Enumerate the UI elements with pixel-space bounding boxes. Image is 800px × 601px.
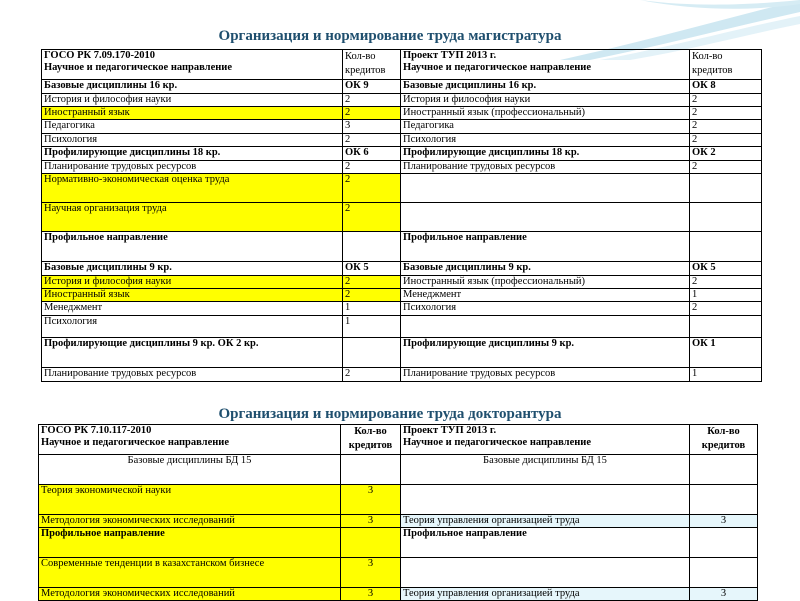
row-left-title: История и философия науки xyxy=(42,94,343,107)
header-right xyxy=(401,50,690,80)
row-right-credits: ОК 8 xyxy=(690,80,762,94)
page-title-masters: Организация и нормирование труда магистратура xyxy=(218,28,562,44)
row-left-credits: ОК 6 xyxy=(343,147,401,161)
row-right-title: История и философия науки xyxy=(401,94,690,107)
row-left-credits xyxy=(341,455,401,485)
row-left-credits: ОК 5 xyxy=(343,262,401,276)
row-left-credits: 2 xyxy=(343,161,401,174)
row-right-credits xyxy=(690,528,758,558)
table-row xyxy=(42,80,762,94)
left-standard-code: ГОСО РК 7.09.170-2010 xyxy=(44,50,155,61)
row-right-title xyxy=(401,316,690,338)
row-right-title: Менеджмент xyxy=(401,289,690,302)
row-right-credits: 2 xyxy=(690,276,762,289)
table-row xyxy=(39,455,758,485)
row-right-title: Педагогика xyxy=(401,120,690,134)
row-left-title: Психология xyxy=(42,316,343,338)
header-left xyxy=(39,425,341,455)
row-right-credits xyxy=(690,455,758,485)
row-right-title: Теория управления организацией труда xyxy=(401,515,690,528)
row-left-title: Базовые дисциплины 9 кр. xyxy=(42,262,343,276)
table-row xyxy=(39,485,758,515)
row-left-title: Нормативно-экономическая оценка труда xyxy=(42,174,343,203)
row-left-title: Менеджмент xyxy=(42,302,343,316)
row-left-title: Профильное направление xyxy=(42,232,343,262)
row-right-credits: 2 xyxy=(690,161,762,174)
table-row xyxy=(42,316,762,338)
row-left-credits xyxy=(341,528,401,558)
row-right-title xyxy=(401,558,690,588)
left-credits-header: Кол-во кредитов xyxy=(343,50,401,80)
row-right-title xyxy=(401,485,690,515)
row-left-credits: 1 xyxy=(343,316,401,338)
row-right-credits: ОК 1 xyxy=(690,338,762,368)
left-standard-code: ГОСО РК 7.10.117-2010 xyxy=(41,425,152,436)
table-row xyxy=(39,588,758,601)
row-left-title: Методология экономических исследований xyxy=(39,588,341,601)
row-right-credits: ОК 2 xyxy=(690,147,762,161)
right-standard-code: Проект ТУП 2013 г. xyxy=(403,50,497,61)
masters-comparison-table xyxy=(41,49,762,382)
row-right-credits xyxy=(690,558,758,588)
row-right-title: Планирование трудовых ресурсов xyxy=(401,368,690,382)
table-row xyxy=(42,232,762,262)
table-row xyxy=(42,368,762,382)
row-right-credits xyxy=(690,232,762,262)
table-row xyxy=(39,558,758,588)
row-left-credits: 2 xyxy=(343,134,401,147)
table-row xyxy=(39,528,758,558)
row-left-title: Педагогика xyxy=(42,120,343,134)
row-right-credits: 2 xyxy=(690,120,762,134)
row-left-title: Иностранный язык xyxy=(42,289,343,302)
row-left-title: Профилирующие дисциплины 9 кр. ОК 2 кр. xyxy=(42,338,343,368)
table-row xyxy=(42,107,762,120)
row-right-credits: 3 xyxy=(690,588,758,601)
table-row xyxy=(42,203,762,232)
row-right-title: Базовые дисциплины 9 кр. xyxy=(401,262,690,276)
table-row xyxy=(42,276,762,289)
row-right-title xyxy=(401,174,690,203)
row-left-title: Профильное направление xyxy=(39,528,341,558)
table-row xyxy=(42,134,762,147)
right-credits-header: Кол-во кредитов xyxy=(690,425,758,455)
row-right-credits xyxy=(690,485,758,515)
row-right-title: Профилирующие дисциплины 9 кр. xyxy=(401,338,690,368)
table-row xyxy=(42,147,762,161)
header-left xyxy=(42,50,343,80)
row-left-title: Психология xyxy=(42,134,343,147)
row-left-credits: 2 xyxy=(343,289,401,302)
row-left-credits: 3 xyxy=(341,485,401,515)
row-right-title: Иностранный язык (профессиональный) xyxy=(401,276,690,289)
table-row xyxy=(42,262,762,276)
row-left-credits: 3 xyxy=(341,558,401,588)
row-right-title: Профилирующие дисциплины 18 кр. xyxy=(401,147,690,161)
row-right-credits: 2 xyxy=(690,94,762,107)
row-left-title: Профилирующие дисциплины 18 кр. xyxy=(42,147,343,161)
row-left-credits: 3 xyxy=(343,120,401,134)
right-credits-header: Кол-во кредитов xyxy=(690,50,762,80)
left-direction: Научное и педагогическое направление xyxy=(44,62,232,73)
row-right-title: Иностранный язык (профессиональный) xyxy=(401,107,690,120)
row-left-title: История и философия науки xyxy=(42,276,343,289)
row-left-credits: 2 xyxy=(343,203,401,232)
row-left-credits: 2 xyxy=(343,107,401,120)
row-right-credits: 1 xyxy=(690,289,762,302)
row-right-credits xyxy=(690,174,762,203)
header-right xyxy=(401,425,690,455)
row-right-credits: 2 xyxy=(690,134,762,147)
row-right-credits: 2 xyxy=(690,302,762,316)
table-row xyxy=(42,302,762,316)
right-direction: Научное и педагогическое направление xyxy=(403,437,591,448)
table-row xyxy=(42,94,762,107)
row-right-title: Профильное направление xyxy=(401,528,690,558)
row-left-title: Научная организация труда xyxy=(42,203,343,232)
table-row xyxy=(42,338,762,368)
row-right-credits: 3 xyxy=(690,515,758,528)
row-right-credits xyxy=(690,203,762,232)
row-left-title: Иностранный язык xyxy=(42,107,343,120)
row-right-title: Базовые дисциплины 16 кр. xyxy=(401,80,690,94)
row-left-title: Планирование трудовых ресурсов xyxy=(42,368,343,382)
row-left-credits: ОК 9 xyxy=(343,80,401,94)
row-left-title: Базовые дисциплины 16 кр. xyxy=(42,80,343,94)
row-right-credits xyxy=(690,316,762,338)
table-header-row xyxy=(42,50,762,80)
row-right-title xyxy=(401,203,690,232)
table-row xyxy=(39,515,758,528)
row-left-credits: 2 xyxy=(343,94,401,107)
row-right-credits: 1 xyxy=(690,368,762,382)
table-row xyxy=(42,289,762,302)
left-direction: Научное и педагогическое направление xyxy=(41,437,229,448)
row-left-credits: 2 xyxy=(343,174,401,203)
table-row xyxy=(42,174,762,203)
row-left-title: Современные тенденции в казахстанском бизнесе xyxy=(39,558,341,588)
row-left-credits: 3 xyxy=(341,515,401,528)
table-row xyxy=(42,120,762,134)
table-row xyxy=(42,161,762,174)
row-right-title: Теория управления организацией труда xyxy=(401,588,690,601)
row-right-credits: ОК 5 xyxy=(690,262,762,276)
right-direction: Научное и педагогическое направление xyxy=(403,62,591,73)
row-left-credits xyxy=(343,338,401,368)
row-left-title: Планирование трудовых ресурсов xyxy=(42,161,343,174)
row-right-title: Профильное направление xyxy=(401,232,690,262)
row-right-title: Базовые дисциплины БД 15 xyxy=(401,455,690,485)
row-left-title: Теория экономической науки xyxy=(39,485,341,515)
row-right-title: Психология xyxy=(401,134,690,147)
right-standard-code: Проект ТУП 2013 г. xyxy=(403,425,497,436)
row-right-credits: 2 xyxy=(690,107,762,120)
table-header-row xyxy=(39,425,758,455)
doctoral-comparison-table xyxy=(38,424,758,601)
row-left-credits xyxy=(343,232,401,262)
row-right-title: Психология xyxy=(401,302,690,316)
page-title-doctoral: Организация и нормирование труда докторантура xyxy=(218,406,562,422)
row-left-title: Методология экономических исследований xyxy=(39,515,341,528)
row-left-title: Базовые дисциплины БД 15 xyxy=(39,455,341,485)
row-left-credits: 2 xyxy=(343,276,401,289)
row-left-credits: 3 xyxy=(341,588,401,601)
row-left-credits: 1 xyxy=(343,302,401,316)
row-left-credits: 2 xyxy=(343,368,401,382)
row-right-title: Планирование трудовых ресурсов xyxy=(401,161,690,174)
left-credits-header: Кол-во кредитов xyxy=(341,425,401,455)
